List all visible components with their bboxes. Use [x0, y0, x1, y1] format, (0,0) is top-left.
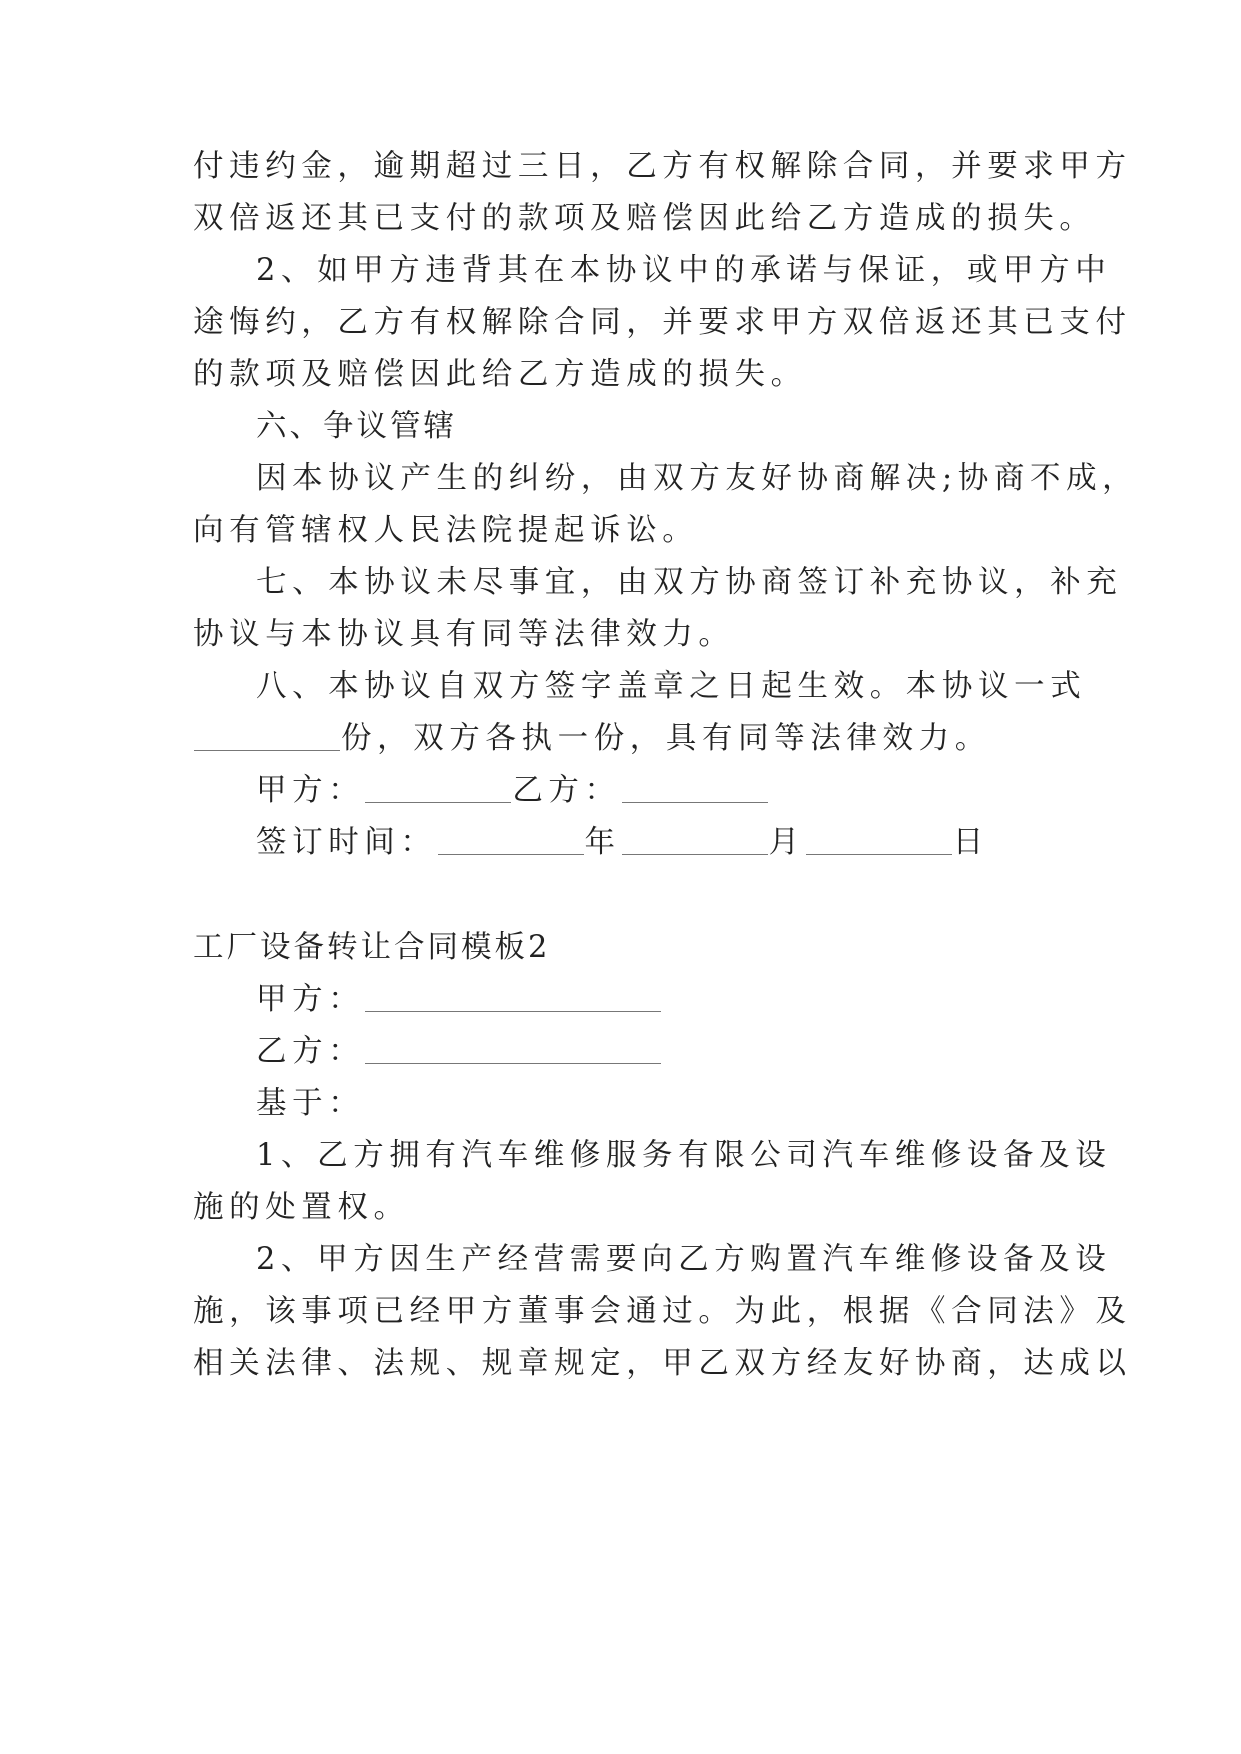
paragraph-line: 付违约金，逾期超过三日，乙方有权解除合同，并要求甲方 [193, 149, 1132, 184]
sign-time-label: 签订时间： [256, 825, 437, 860]
paragraph-line: 八、本协议自双方签字盖章之日起生效。本协议一式 [256, 669, 1087, 704]
paragraph-line: 途悔约，乙方有权解除合同，并要求甲方双倍返还其已支付 [193, 305, 1132, 340]
copies-line [193, 719, 1053, 759]
template2-party-b-label: 乙方： [256, 1034, 365, 1069]
paragraph-line: 向有管辖权人民法院提起诉讼。 [193, 513, 699, 548]
parties-signature-line [256, 771, 1116, 811]
month-blank[interactable] [621, 823, 769, 863]
day-blank[interactable] [805, 823, 953, 863]
paragraph-line: 2、甲方因生产经营需要向乙方购置汽车维修设备及设 [256, 1242, 1112, 1277]
party-b-label: 乙方： [512, 773, 621, 808]
template2-party-b-blank[interactable] [364, 1032, 662, 1072]
paragraph-line: 的款项及赔偿因此给乙方造成的损失。 [193, 357, 807, 392]
template2-title: 工厂设备转让合同模板2 [193, 930, 551, 965]
paragraph-line: 双倍返还其已支付的款项及赔偿因此给乙方造成的损失。 [193, 201, 1096, 236]
paragraph-line: 施的处置权。 [193, 1190, 410, 1225]
template2-party-a-line [256, 980, 1116, 1020]
year-blank[interactable] [437, 823, 585, 863]
sign-date-line [256, 823, 1116, 863]
template2-party-a-blank[interactable] [364, 980, 662, 1020]
year-label: 年 [584, 825, 621, 860]
copies-blank[interactable] [193, 719, 341, 759]
paragraph-line: 因本协议产生的纠纷，由双方友好协商解决;协商不成， [256, 461, 1139, 496]
paragraph-line: 1、乙方拥有汽车维修服务有限公司汽车维修设备及设 [256, 1138, 1112, 1173]
copies-text: 份，双方各执一份，具有同等法律效力。 [341, 721, 991, 756]
paragraph-line: 七、本协议未尽事宜，由双方协商签订补充协议，补充 [256, 565, 1123, 600]
party-b-blank[interactable] [621, 771, 769, 811]
section-heading: 六、争议管辖 [256, 409, 457, 444]
day-label: 日 [952, 825, 989, 860]
template2-party-a-label: 甲方： [256, 982, 365, 1017]
party-a-blank[interactable] [364, 771, 512, 811]
paragraph-line: 施，该事项已经甲方董事会通过。为此，根据《合同法》及 [193, 1294, 1132, 1329]
template2-party-b-line [256, 1032, 1116, 1072]
paragraph-line: 协议与本协议具有同等法律效力。 [193, 617, 735, 652]
month-label: 月 [768, 825, 805, 860]
paragraph-line: 相关法律、法规、规章规定，甲乙双方经友好协商，达成以 [193, 1346, 1132, 1381]
paragraph-line: 基于： [256, 1086, 365, 1121]
paragraph-line: 2、如甲方违背其在本协议中的承诺与保证，或甲方中 [256, 253, 1112, 288]
party-a-label: 甲方： [256, 773, 365, 808]
